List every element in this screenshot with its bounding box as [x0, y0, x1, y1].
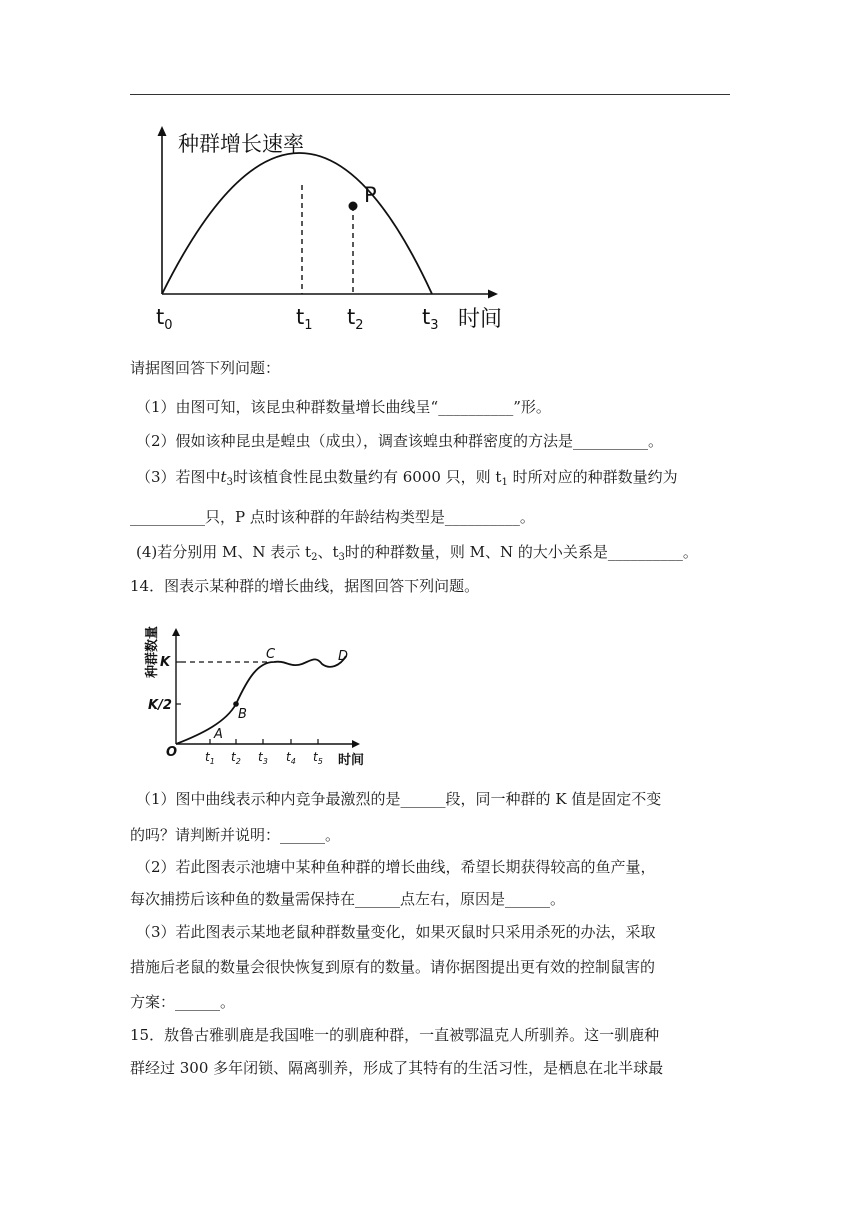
x-axis-label: 时间 [338, 753, 365, 768]
tick-t3: $t_3$ [422, 305, 439, 333]
header-rule [130, 94, 730, 95]
q14-title: 14．图表示某种群的增长曲线，据图回答下列问题。 [130, 577, 480, 595]
point-p-label: P [364, 183, 377, 207]
q13-intro: 请据图回答下列问题： [130, 359, 281, 377]
q14-part3-line2: 措施后老鼠的数量会很快恢复到原有的数量。请你据图提出更有效的控制鼠害的 [130, 958, 656, 976]
q14-part3-line1: （3）若此图表示某地老鼠种群数量变化，如果灭鼠时只采用杀死的办法，采取 [136, 923, 656, 941]
y-axis-label: 种群数量 [145, 625, 160, 678]
x-tick-t1: $t_1$ [205, 750, 215, 766]
q13-part1: （1）由图可知，该昆虫种群数量增长曲线呈“__________”形。 [136, 398, 551, 416]
x-tick-t5: $t_5$ [313, 750, 323, 766]
q13-part4: (4)若分别用 M、N 表示 $t_2$、$t_3$时的种群数量，则 M、N 的大小关系是__________。 [136, 543, 698, 563]
growth-rate-figure [140, 118, 520, 340]
point-p-marker [349, 202, 358, 211]
q14-part2-line2: 每次捕捞后该种鱼的数量需保持在______点左右，原因是______。 [130, 890, 566, 908]
population-curve [176, 656, 346, 744]
q13-part3-line2: __________只，P 点时该种群的年龄结构类型是__________。 [130, 508, 535, 526]
s-curve-figure [140, 622, 380, 774]
x-axis-label: 时间 [458, 307, 503, 332]
q14-part1-line1: （1）图中曲线表示种内竞争最激烈的是______段，同一种群的 K 值是固定不变 [136, 790, 662, 808]
x-axis-arrow [488, 290, 498, 299]
point-b-label: B [238, 707, 247, 722]
q13-part3-line1: （3）若图中$t_3$时该植食性昆虫数量约有 6000 只，则 $t_1$ 时所对应的种群数量约为 [136, 468, 678, 488]
x-axis-arrow [352, 740, 360, 748]
q13-part2: （2）假如该种昆虫是蝗虫（成虫），调查该蝗虫种群密度的方法是__________。 [136, 432, 664, 450]
q15-line1: 15．敖鲁古雅驯鹿是我国唯一的驯鹿种群，一直被鄂温克人所驯养。这一驯鹿种 [130, 1026, 660, 1044]
point-c-label: C [266, 647, 276, 662]
y-tick-k: K [160, 655, 171, 670]
tick-t0: $t_0$ [156, 305, 173, 333]
x-tick-t3: $t_3$ [258, 750, 268, 766]
tick-t1: $t_1$ [296, 305, 313, 333]
origin-label: O [166, 745, 178, 760]
q14-part2-line1: （2）若此图表示池塘中某种鱼种群的增长曲线，希望长期获得较高的鱼产量， [136, 858, 656, 876]
y-axis-label: 种群增长速率 [178, 132, 304, 156]
x-tick-t2: $t_2$ [231, 750, 241, 766]
y-axis-arrow [172, 628, 180, 636]
tick-t2: $t_2$ [347, 305, 364, 333]
point-b-marker [233, 701, 239, 707]
q14-part1-line2: 的吗？请判断并说明：______。 [130, 826, 341, 844]
q15-line2: 群经过 300 多年闭锁、隔离驯养，形成了其特有的生活习性，是栖息在北半球最 [130, 1059, 664, 1077]
y-tick-half-k: K/2 [148, 698, 172, 713]
q14-part3-line3: 方案：______。 [130, 993, 236, 1011]
point-a-label: A [214, 727, 223, 742]
growth-rate-curve [162, 153, 432, 294]
point-d-label: D [338, 649, 349, 664]
x-tick-t4: $t_4$ [286, 750, 296, 766]
y-axis-arrow [158, 126, 167, 136]
